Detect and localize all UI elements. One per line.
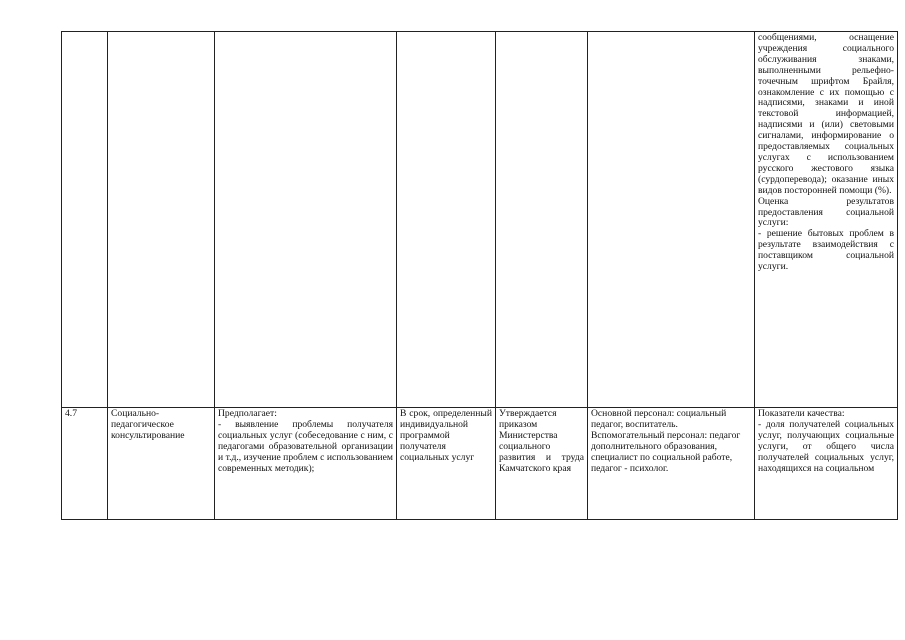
cell-service-term: В срок, определенный индивидуальной программой получателя социальных услуг [397,408,496,520]
cell-term-empty [397,32,496,408]
cell-staff-empty [588,32,755,408]
cell-service-quality: Показатели качества: - доля получателей социальных услуг, получающих социальные услуги, от общего числа получателей социальных услуг, находящихся на социальном [755,408,898,520]
services-table [61,31,898,520]
cell-service-staff: Основной персонал: социальный педагог, воспитатель. Вспомогательный персонал: педагог дополнительного образования, специалист по социальной работе, педагог - психолог. [588,408,755,520]
table-row-continued [62,32,898,408]
cell-service-name: Социально-педагогическое консультирование [108,408,215,520]
cell-name-empty [108,32,215,408]
cell-number: 4.7 [62,408,108,520]
cell-quality-continued: сообщениями, оснащение учреждения социального обслуживания знаками, выполненными рельефно-точечным шрифтом Брайля, ознакомление с их помощью с надписями, знаками и иной текстовой информацией, надписями и (или) световыми сигналами, информирование о предоставляемых социальных услугах с использованием русского жестового языка (сурдоперевода); оказание иных видов посторонней помощи (%). Оценка результатов предоставления социальной услуги: - решение бытовых проблем в результате взаимодействия с поставщиком социальной услуги. [755,32,898,408]
cell-number-empty [62,32,108,408]
cell-service-content: Предполагает: - выявление проблемы получателя социальных услуг (собеседование с ним, с педагогами образовательной организации и т.д., изучение проблем с использованием современных методик); [215,408,397,520]
cell-tariff-empty [496,32,588,408]
cell-service-tariff: Утверждается приказом Министерства социального развития и труда Камчатского края [496,408,588,520]
cell-content-empty [215,32,397,408]
table-row-4-7 [62,408,898,520]
